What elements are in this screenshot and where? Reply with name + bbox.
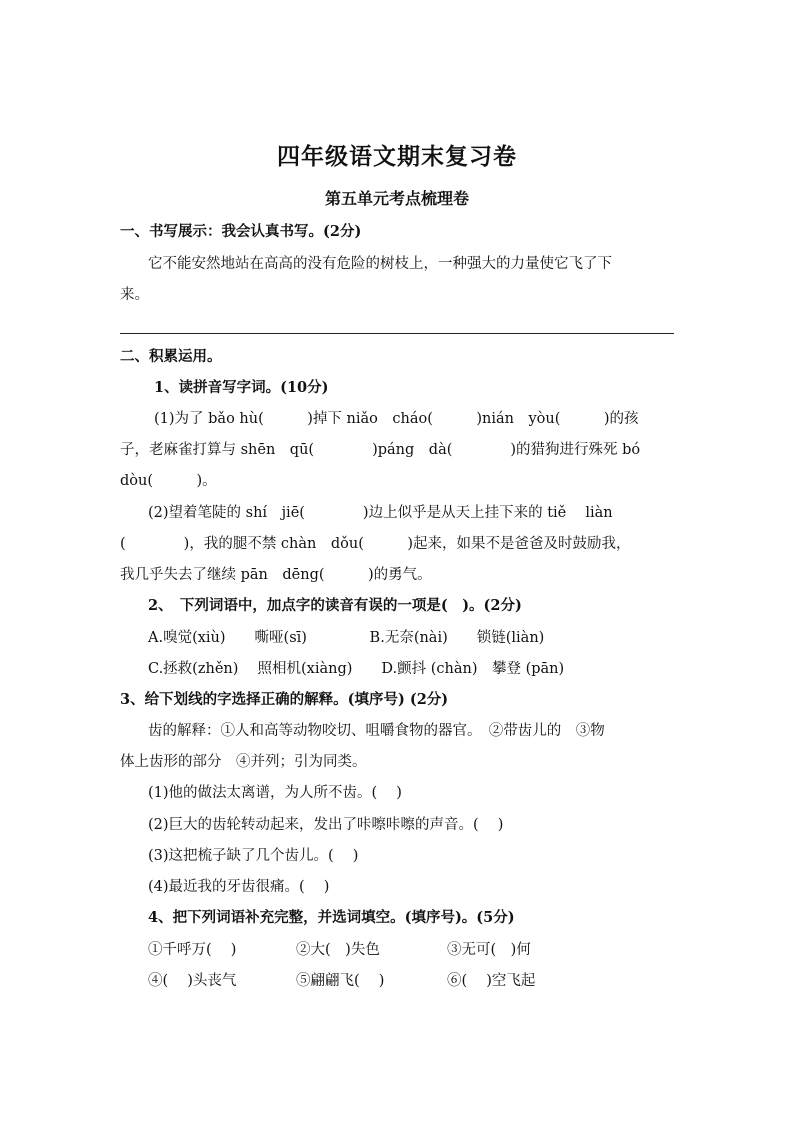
q4-word-3: ③无可( )何 [447, 942, 531, 958]
q1-p1-line1: (1)为了 bǎo hù( )掉下 niǎo cháo( )nián yòu( )的孩 [154, 411, 639, 427]
q4-word-1: ①千呼万( ) [148, 942, 237, 958]
q2-options-line1: A.嗅觉(xiù) 嘶哑(sī) B.无奈(nài) 锁链(liàn) [148, 630, 545, 646]
q1-p2-line2: ( )，我的腿不禁 chàn dǒu( )起来，如果不是爸爸及时鼓励我， [120, 536, 631, 552]
q2-heading: 2、 下列词语中，加点字的读音有误的一项是( )。(2分) [148, 597, 522, 614]
writing-line [120, 333, 674, 334]
q4-word-2: ②大( )失色 [296, 942, 380, 958]
page-title: 四年级语文期末复习卷 [277, 143, 517, 170]
q1-p1-line3: dòu( )。 [120, 473, 217, 489]
q2-options-line2: C.拯救(zhěn) 照相机(xiàng) D.颤抖 (chàn) 攀登 (pān) [148, 661, 565, 677]
q4-word-5: ⑤翩翩飞( ) [296, 973, 385, 989]
section1-text-line2: 来。 [120, 287, 149, 303]
q1-p1-line2: 子，老麻雀打算与 shēn qū( )páng dà( )的猎狗进行殊死 bó [120, 442, 641, 458]
q3-heading: 3、给下划线的字选择正确的解释。(填序号) (2分) [120, 691, 449, 708]
q3-sentence-2: (2)巨大的齿轮转动起来，发出了咔嚓咔嚓的声音。( ) [148, 817, 504, 833]
q1-p2-line3: 我几乎失去了继续 pān dēng( )的勇气。 [120, 567, 432, 583]
q4-word-4: ④( )头丧气 [148, 973, 237, 989]
section1-text-line1-content: 它不能安然地站在高高的没有危险的树枝上，一种强大的力量使它飞了下 [148, 256, 612, 272]
q3-sentence-1: (1)他的做法太离谱，为人所不齿。( ) [148, 785, 402, 801]
q4-heading: 4、把下列词语补充完整，并选词填空。(填序号)。(5分) [148, 909, 515, 926]
q1-heading: 1、读拼音写字词。(10分) [154, 379, 329, 396]
q4-word-6: ⑥( )空飞起 [447, 973, 536, 989]
section2-heading: 二、积累运用。 [120, 348, 222, 365]
q3-definitions-line2: 体上齿形的部分 ④并列；引为同类。 [120, 754, 367, 770]
q3-definitions-line1: 齿的解释：①人和高等动物咬切、咀嚼食物的器官。 ②带齿儿的 ③物 [148, 723, 605, 739]
page-subtitle: 第五单元考点梳理卷 [324, 189, 469, 208]
q3-sentence-4: (4)最近我的牙齿很痛。( ) [148, 879, 330, 895]
q1-p2-line1: (2)望着笔陡的 shí jiē( )边上似乎是从天上挂下来的 tiě liàn [148, 505, 613, 521]
section1-text-line1 [148, 254, 674, 274]
section1-heading: 一、书写展示：我会认真书写。(2分) [120, 223, 362, 240]
q3-sentence-3: (3)这把梳子缺了几个齿儿。( ) [148, 848, 359, 864]
